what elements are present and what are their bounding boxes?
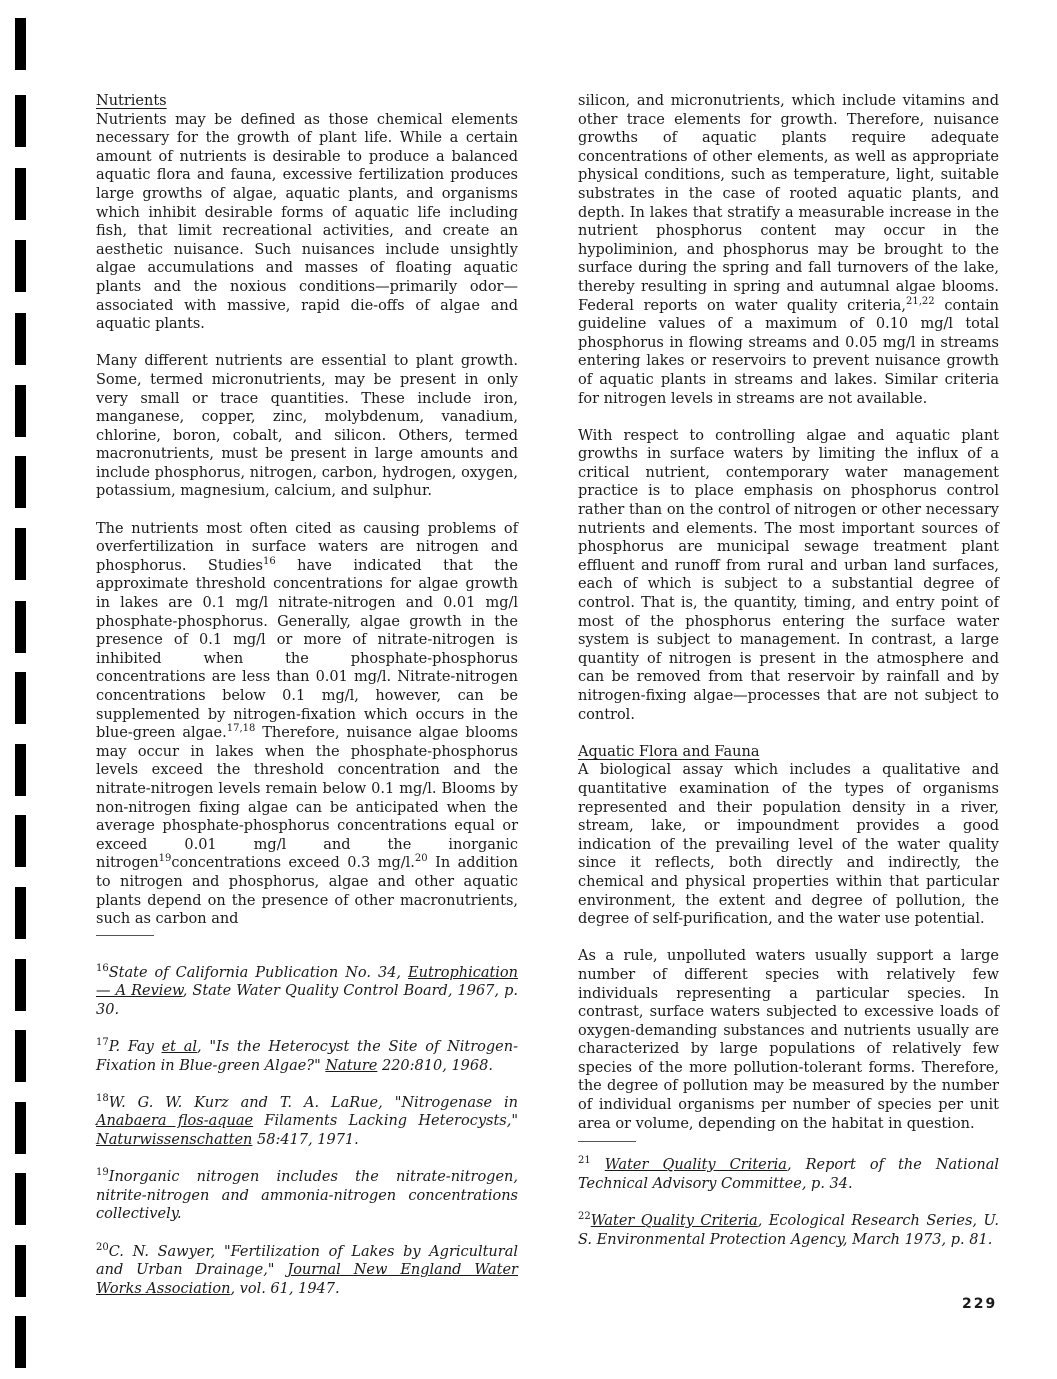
footnote-17: $^{17}$P. Fay et al, "Is the Heterocyst the Site of Nitrogen-Fixation in Blue-green Algae?" Nature 220:810, 1968.	[96, 1037, 518, 1074]
left-column	[96, 92, 518, 1317]
page-number: 229	[962, 1296, 998, 1312]
right-column	[578, 92, 999, 1268]
margin-mark	[15, 1102, 26, 1154]
footnote-19: $^{19}$Inorganic nitrogen includes the nitrate-nitrogen, nitrite-nitrogen and ammonia-nitrogen concentrations collectively.	[96, 1167, 518, 1223]
footnote-ref: 16	[262, 556, 276, 568]
margin-mark	[15, 456, 26, 508]
margin-mark	[15, 744, 26, 796]
paragraph: As a rule, unpolluted waters usually support a large number of different species with relatively few individuals representing a particular species. In contrast, surface waters subjected to excessive loads of oxygen-demanding substances and nutrients usually are characterized by large populations of relatively few species of the more pollution-tolerant forms. Therefore, the degree of pollution may be measured by the number of individual organisms per number of species per unit area or volume, depending on the habitat in question.	[578, 948, 999, 1132]
footnote-ref: 17,18	[226, 723, 256, 735]
section-heading-aquatic-flora: Aquatic Flora and Fauna	[578, 743, 760, 760]
margin-mark	[15, 1245, 26, 1297]
footnote-ref: 19	[158, 853, 172, 865]
paragraph: Nutrients may be defined as those chemical elements necessary for the growth of plant life. While a certain amount of nutrients is desirable to produce a balanced aquatic flora and fauna, excessive fertilization produces large growths of algae, aquatic plants, and organisms which inhibit desirable forms of aquatic life including fish, that limit recreational activities, and create an aesthetic nuisance. Such nuisances include unsightly algae accumulations and masses of floating aquatic plants and the noxious conditions—primarily odor—associated with massive, rapid die-offs of algae and aquatic plants.	[96, 111, 518, 333]
margin-mark	[15, 18, 26, 70]
section-heading-nutrients: Nutrients	[96, 93, 167, 109]
footnote-divider	[96, 935, 154, 936]
footnote-22: $^{22}$Water Quality Criteria, Ecological Research Series, U. S. Environmental Protection Agency, March 1973, p. 81.	[578, 1211, 999, 1248]
margin-mark	[15, 1173, 26, 1225]
footnote-ref: 21,22	[906, 295, 935, 307]
margin-mark	[15, 385, 26, 437]
footnote-21: $^{21}$ Water Quality Criteria, Report of the National Technical Advisory Committee, p. 34.	[578, 1155, 999, 1192]
paragraph: Many different nutrients are essential to plant growth. Some, termed micronutrients, may be present in only very small or trace quantities. These include iron, manganese, copper, zinc, molybdenum, vanadium, chlorine, boron, cobalt, and silicon. Others, termed macronutrients, must be present in large amounts and include phosphorus, nitrogen, carbon, hydrogen, oxygen, potassium, magnesium, calcium, and sulphur.	[96, 353, 518, 500]
paragraph: The nutrients most often cited as causing problems of overfertilization in surface waters are nitrogen and phosphorus. Studies$^{16}$ have indicated that the approximate threshold concentrations for algae growth in lakes are 0.1 mg/l nitrate-nitrogen and 0.01 mg/l phosphate-phosphorus. Generally, algae growth in the presence of 0.1 mg/l or more of nitrate-nitrogen is inhibited when the phosphate-phosphorus concentrations are less than 0.01 mg/l. Nitrate-nitrogen concentrations below 0.1 mg/l, however, can be supplemented by nitrogen-fixation which occurs in the blue-green algae.$^{17,18}$ Therefore, nuisance algae blooms may occur in lakes when the phosphate-phosphorus levels exceed the threshold concentration and the nitrate-nitrogen levels remain below 0.1 mg/l. Blooms by non-nitrogen fixing algae can be anticipated when the average phosphate-phosphorus concentrations equal or exceed 0.01 mg/l and the inorganic nitrogen$^{19}$concentrations exceed 0.3 mg/l.$^{20}$ In addition to nitrogen and phosphorus, algae and other aquatic plants depend on the presence of other macronutrients, such as carbon and	[96, 520, 519, 928]
margin-mark	[15, 959, 26, 1011]
margin-mark	[15, 1316, 26, 1368]
paragraph: silicon, and micronutrients, which include vitamins and other trace elements for growth. Therefore, nuisance growths of aquatic plants require adequate concentrations of other elements, as well as appropriate physical conditions, such as temperature, light, suitable substrates in the case of rooted aquatic plants, and depth. In lakes that stratify a measurable increase in the nutrient phosphorus content may occur in the hypoliminion, and phosphorus may be brought to the surface during the spring and fall turnovers of the lake, thereby resulting in spring and autumnal algae blooms. Federal reports on water quality criteria,$^{21,22}$ contain guideline values of a maximum of 0.10 mg/l total phosphorus in flowing streams and 0.05 mg/l in streams entering lakes or reservoirs to prevent nuisance growth of aquatic plants in streams and lakes. Similar criteria for nitrogen levels in streams are not available.	[578, 93, 999, 407]
margin-mark	[15, 887, 26, 939]
margin-mark	[15, 240, 26, 292]
margin-mark	[15, 95, 26, 147]
margin-mark	[15, 528, 26, 580]
margin-mark	[15, 672, 26, 724]
footnote-divider	[578, 1141, 636, 1142]
margin-mark	[15, 168, 26, 220]
margin-mark	[15, 313, 26, 365]
footnote-18: $^{18}$W. G. W. Kurz and T. A. LaRue, "Nitrogenase in Anabaera flos-aquae Filaments Lacking Heterocysts," Naturwissenschatten 58:417, 1971.	[96, 1093, 518, 1149]
paragraph: With respect to controlling algae and aquatic plant growths in surface waters by limiting the influx of a critical nutrient, contemporary water management practice is to place emphasis on phosphorus control rather than on the control of nitrogen or other necessary nutrients and elements. The most important sources of phosphorus are municipal sewage treatment plant effluent and runoff from rural and urban land surfaces, each of which is subject to a substantial degree of control. That is, the quantity, timing, and entry point of most of the phosphorus entering the surface water system is subject to management. In contrast, a large quantity of nitrogen is present in the atmosphere and can be removed from that reservoir by rainfall and by nitrogen-fixing algae—processes that are not subject to control.	[578, 427, 999, 723]
footnote-ref: 20	[414, 853, 428, 865]
paragraph: A biological assay which includes a qualitative and quantitative examination of the types of organisms represented and their population density in a river, stream, lake, or impoundment provides a good indication of the prevailing level of the water quality since it reflects, both directly and indirectly, the chemical and physical properties within that particular environment, the extent and degree of pollution, the degree of self-purification, and the water use potential.	[578, 762, 999, 928]
footnote-16: $^{16}$State of California Publication No. 34, Eutrophication— A Review, State Water Quality Control Board, 1967, p. 30.	[96, 962, 518, 1018]
margin-mark	[15, 815, 26, 867]
margin-mark	[15, 601, 26, 653]
margin-mark	[15, 1030, 26, 1082]
footnote-20: $^{20}$C. N. Sawyer, "Fertilization of Lakes by Agricultural and Urban Drainage," Journal New England Water Works Association, vol. 61, 1947.	[96, 1241, 518, 1297]
